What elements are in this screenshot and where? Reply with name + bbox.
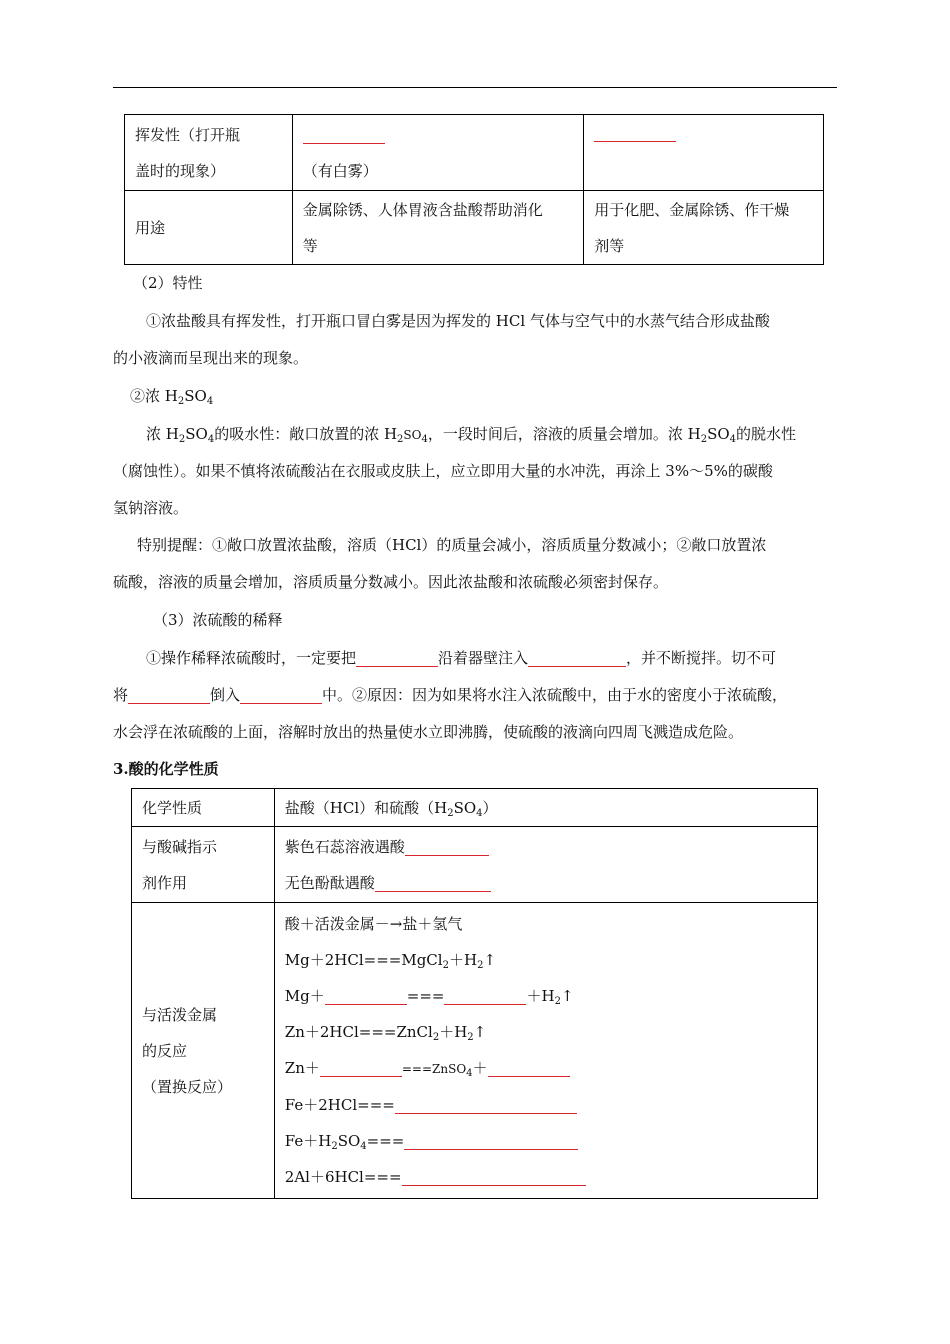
fill-blank[interactable] xyxy=(303,125,385,144)
fill-blank[interactable] xyxy=(402,1167,586,1186)
paragraph-line: （腐蚀性）。如果不慎将浓硫酸沾在衣服或皮肤上，应立即用大量的水冲洗，再涂上 3%～5%的碳酸 xyxy=(113,462,773,480)
paragraph-line: 氢钠溶液。 xyxy=(113,499,189,517)
paragraph-line: ①浓盐酸具有挥发性，打开瓶口冒白雾是因为挥发的 HCl 气体与空气中的水蒸气结合形成盐酸 xyxy=(146,312,770,330)
fill-blank[interactable] xyxy=(356,648,438,667)
section-heading: 3.酸的化学性质 xyxy=(113,760,219,778)
equation-line: 2Al＋6HCl=== xyxy=(285,1159,807,1195)
paragraph-line: 将 倒入 中。②原因：因为如果将水注入浓硫酸中，由于水的密度小于浓硫酸， xyxy=(113,686,788,704)
fill-blank[interactable] xyxy=(395,1095,577,1114)
label-cell xyxy=(132,903,275,1199)
header-cell: 化学性质 xyxy=(132,789,275,827)
fill-blank[interactable] xyxy=(240,685,322,704)
fill-blank[interactable] xyxy=(375,873,491,892)
table-row xyxy=(125,191,824,265)
fill-blank[interactable] xyxy=(444,986,526,1005)
equation-line: $Fe+H_2SO_4===$ xyxy=(285,1123,807,1159)
volatility-label-line1: 挥发性（打开瓶 xyxy=(135,125,241,144)
label-cell xyxy=(132,827,275,903)
header-rule xyxy=(113,87,837,88)
paragraph-line: ①操作稀释浓硫酸时，一定要把 沿着器壁注入 ，并不断搅拌。切不可 xyxy=(146,649,777,667)
metal-reaction-cell xyxy=(274,903,817,1199)
section-heading: （3）浓硫酸的稀释 xyxy=(153,611,283,629)
indicator-label-line1: 与酸碱指示 xyxy=(142,837,218,856)
hcl-note: （有白雾） xyxy=(302,161,378,180)
hcl-use-line1: 金属除锈、人体胃液含盐酸帮助消化 xyxy=(302,200,543,219)
fill-blank[interactable] xyxy=(320,1058,402,1077)
fill-blank[interactable] xyxy=(325,986,407,1005)
paragraph-line: 的小液滴而呈现出来的现象。 xyxy=(113,349,309,367)
equation-line: Fe＋2HCl=== xyxy=(285,1087,807,1123)
header-cell: 盐酸（HCl）和硫酸$(H_2SO_4)$ xyxy=(274,789,817,827)
indicator-label-line2: 剂作用 xyxy=(142,873,188,892)
table-row xyxy=(132,827,818,903)
h2so4-cell xyxy=(584,115,824,191)
fill-blank[interactable] xyxy=(488,1058,570,1077)
subheading: ②浓 $H_2SO_4$ xyxy=(130,387,214,407)
volatility-label-line2: 盖时的现象） xyxy=(135,161,226,180)
acid-chemical-property-table xyxy=(131,788,818,1199)
paragraph-line: 浓 $H_2SO_4$的吸水性：敞口放置的浓 $H_2SO_4$，一段时间后，溶液的质量会增加。浓 $H_2SO_4$的脱水性 xyxy=(146,425,797,445)
fill-blank[interactable] xyxy=(405,837,489,856)
hcl-cell xyxy=(292,115,584,191)
fill-blank[interactable] xyxy=(528,648,626,667)
hcl-use-cell xyxy=(292,191,584,265)
paragraph-line: 水会浮在浓硫酸的上面，溶解时放出的热量使水立即沸腾，使硫酸的液滴向四周飞溅造成危险。 xyxy=(113,723,744,741)
equation-line: Mg＋ === $+H_2↑$ xyxy=(284,987,574,1007)
metal-label-line1: 与活泼金属 xyxy=(142,1005,218,1024)
metal-label-line2: 的反应 xyxy=(142,1041,188,1060)
equation-line: $Zn+2HCl===ZnCl_2+H_2↑$ xyxy=(284,1023,487,1043)
section-heading: （2）特性 xyxy=(133,274,203,292)
equation-line: $Mg+2HCl===MgCl_2+H_2↑$ xyxy=(284,951,497,971)
label-cell xyxy=(125,115,293,191)
h2so4-use-line2: 剂等 xyxy=(594,236,625,255)
equation-line: 酸＋活泼金属－→盐＋氢气 xyxy=(284,915,463,933)
acid-property-table xyxy=(124,114,824,265)
fill-blank[interactable] xyxy=(404,1131,578,1150)
hcl-use-line2: 等 xyxy=(302,236,318,255)
h2so4-use-line1: 用于化肥、金属除锈、作干燥 xyxy=(594,200,790,219)
h2so4-use-cell xyxy=(584,191,824,265)
table-row xyxy=(132,789,818,827)
paragraph-line: 特别提醒：①敞口放置浓盐酸，溶质（HCl）的质量会减小，溶质质量分数减小；②敞口放置浓 xyxy=(137,536,767,554)
indicator-cell: 紫色石蕊溶液遇酸 无色酚酞遇酸 xyxy=(274,827,817,903)
table-row xyxy=(132,903,818,1199)
equation-line: Zn＋ ===ZnSO$_4$＋ xyxy=(285,1050,807,1087)
use-label: 用途 xyxy=(125,191,293,265)
metal-label-line3: （置换反应） xyxy=(142,1077,233,1096)
paragraph-line: 硫酸，溶液的质量会增加，溶质质量分数减小。因此浓盐酸和浓硫酸必须密封保存。 xyxy=(113,573,669,591)
fill-blank[interactable] xyxy=(128,685,210,704)
table-row xyxy=(125,115,824,191)
fill-blank[interactable] xyxy=(594,123,676,142)
